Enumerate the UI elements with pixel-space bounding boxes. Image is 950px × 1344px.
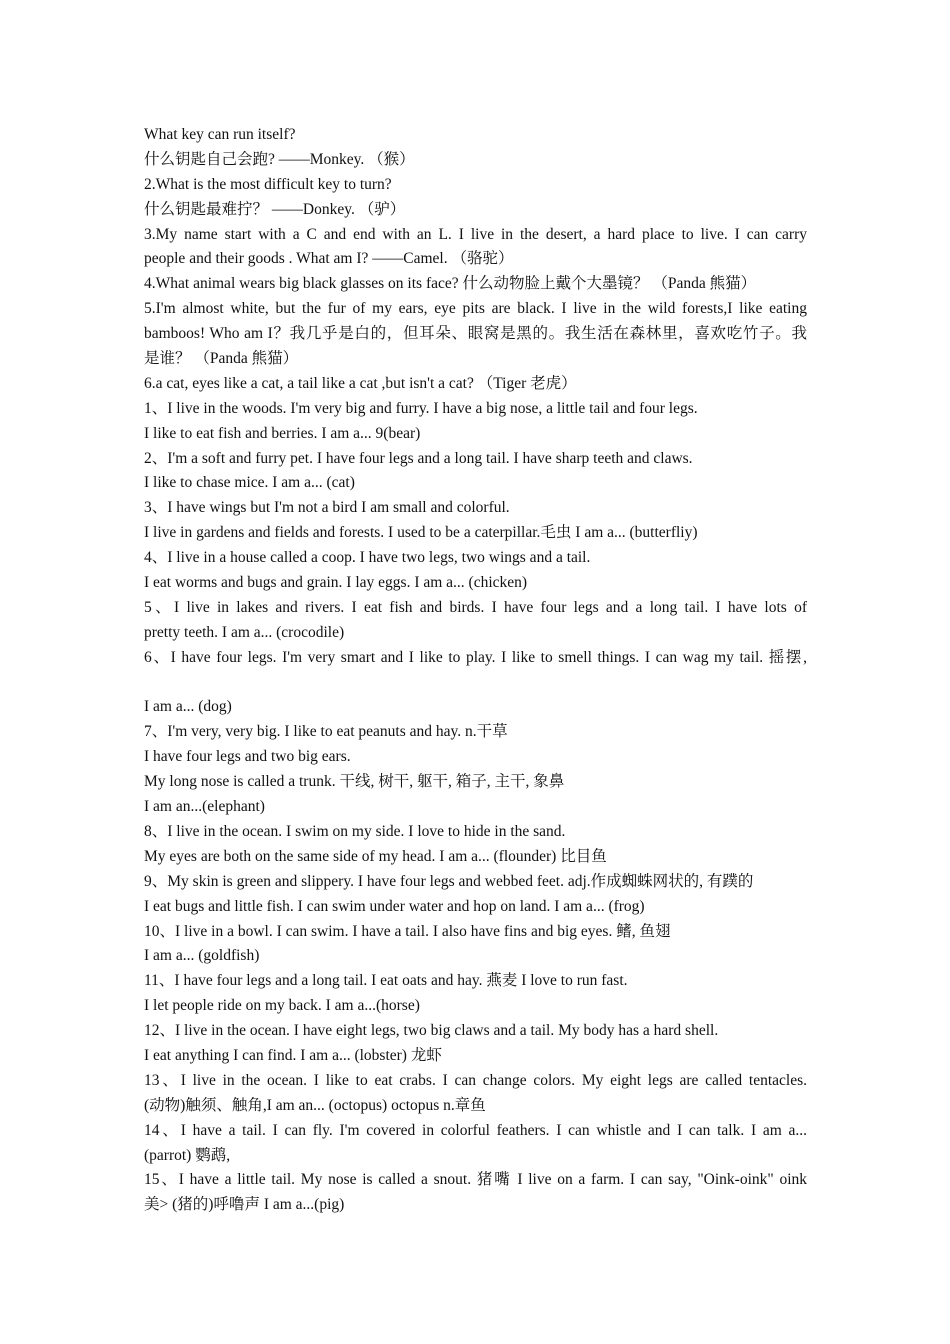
text-line: (动物)触须、触角,I am an... (octopus) octopus n.章鱼 [144, 1096, 486, 1114]
text-line: 3.My name start with a C and end with an L. I live in the desert, a hard place to live. I can carry [144, 225, 807, 243]
text-line: 什么钥匙最难拧？ ——Donkey. （驴） [144, 200, 406, 218]
text-line: 15、I have a little tail. My nose is called a snout. 猪嘴 I live on a farm. I can say, "Oink-oink" oink [144, 1171, 807, 1189]
text-line: 9、My skin is green and slippery. I have four legs and webbed feet. adj.作成蜘蛛网状的, 有蹼的 [144, 872, 754, 890]
text-line: I like to chase mice. I am a... (cat) [144, 474, 355, 492]
text-line: 4.What animal wears big black glasses on its face? 什么动物脸上戴个大墨镜？ （Panda 熊猫） [144, 275, 757, 293]
text-line: My eyes are both on the same side of my head. I am a... (flounder) 比目鱼 [144, 847, 607, 865]
text-line: I am a... (dog) [144, 698, 232, 716]
text-line: 10、I live in a bowl. I can swim. I have a tail. I also have fins and big eyes. 鳍, 鱼翅 [144, 922, 671, 940]
text-line: I am a... (goldfish) [144, 947, 260, 965]
text-line: 8、I live in the ocean. I swim on my side. I love to hide in the sand. [144, 822, 566, 840]
text-line: 4、I live in a house called a coop. I have two legs, two wings and a tail. [144, 549, 591, 567]
text-line: I have four legs and two big ears. [144, 748, 351, 766]
text-line: 5.I'm almost white, but the fur of my ears, eye pits are black. I live in the wild forests,I like eating [144, 300, 807, 318]
text-line: 3、I have wings but I'm not a bird I am small and colorful. [144, 499, 510, 517]
blank-line [144, 671, 807, 696]
text-line: 14、I have a tail. I can fly. I'm covered in colorful feathers. I can whistle and I can talk. I am a... [144, 1121, 807, 1139]
text-line: (parrot) 鹦鹉, [144, 1146, 231, 1164]
text-line: people and their goods . What am I? ——Camel. （骆驼） [144, 250, 514, 268]
text-line: What key can run itself? [144, 126, 296, 143]
text-line: I am an...(elephant) [144, 798, 265, 816]
text-line: 5、I live in lakes and rivers. I eat fish and birds. I have four legs and a long tail. I have lots of [144, 598, 807, 616]
text-line: 什么钥匙自己会跑? ——Monkey. （猴） [144, 150, 415, 168]
text-line: bamboos! Who am I？我几乎是白的，但耳朵、眼窝是黑的。我生活在森林里，喜欢吃竹子。我 [144, 325, 807, 343]
text-line: 13、I live in the ocean. I like to eat crabs. I can change colors. My eight legs are called tentacles. [144, 1071, 807, 1089]
text-line: 7、I'm very, very big. I like to eat peanuts and hay. n.干草 [144, 723, 508, 741]
text-line: 11、I have four legs and a long tail. I eat oats and hay. 燕麦 I love to run fast. [144, 972, 628, 990]
document-body [144, 123, 807, 1218]
text-line: I eat worms and bugs and grain. I lay eggs. I am a... (chicken) [144, 574, 528, 592]
text-line: pretty teeth. I am a... (crocodile) [144, 623, 345, 641]
text-line: I like to eat fish and berries. I am a... 9(bear) [144, 424, 421, 442]
text-line: 是谁？ （Panda 熊猫） [144, 350, 299, 368]
text-line: 美> (猪的)呼噜声 I am a...(pig) [144, 1196, 345, 1214]
text-line: 1、I live in the woods. I'm very big and furry. I have a big nose, a little tail and four legs. [144, 399, 698, 417]
text-line: I let people ride on my back. I am a...(horse) [144, 997, 420, 1015]
text-line: 6、I have four legs. I'm very smart and I like to play. I like to smell things. I can wag my tail. 摇摆, [144, 648, 807, 666]
text-line: I eat anything I can find. I am a... (lobster) 龙虾 [144, 1046, 442, 1064]
text-line: I live in gardens and fields and forests. I used to be a caterpillar.毛虫 I am a... (butterfliy) [144, 524, 698, 542]
text-line: 2、I'm a soft and furry pet. I have four legs and a long tail. I have sharp teeth and claws. [144, 449, 693, 467]
text-line: 12、I live in the ocean. I have eight legs, two big claws and a tail. My body has a hard shell. [144, 1022, 719, 1040]
text-line: My long nose is called a trunk. 干线, 树干, 躯干, 箱子, 主干, 象鼻 [144, 773, 565, 791]
text-line: 6.a cat, eyes like a cat, a tail like a cat ,but isn't a cat? （Tiger 老虎） [144, 374, 577, 392]
text-line: 2.What is the most difficult key to turn? [144, 175, 392, 193]
text-line: I eat bugs and little fish. I can swim under water and hop on land. I am a... (frog) [144, 897, 645, 915]
